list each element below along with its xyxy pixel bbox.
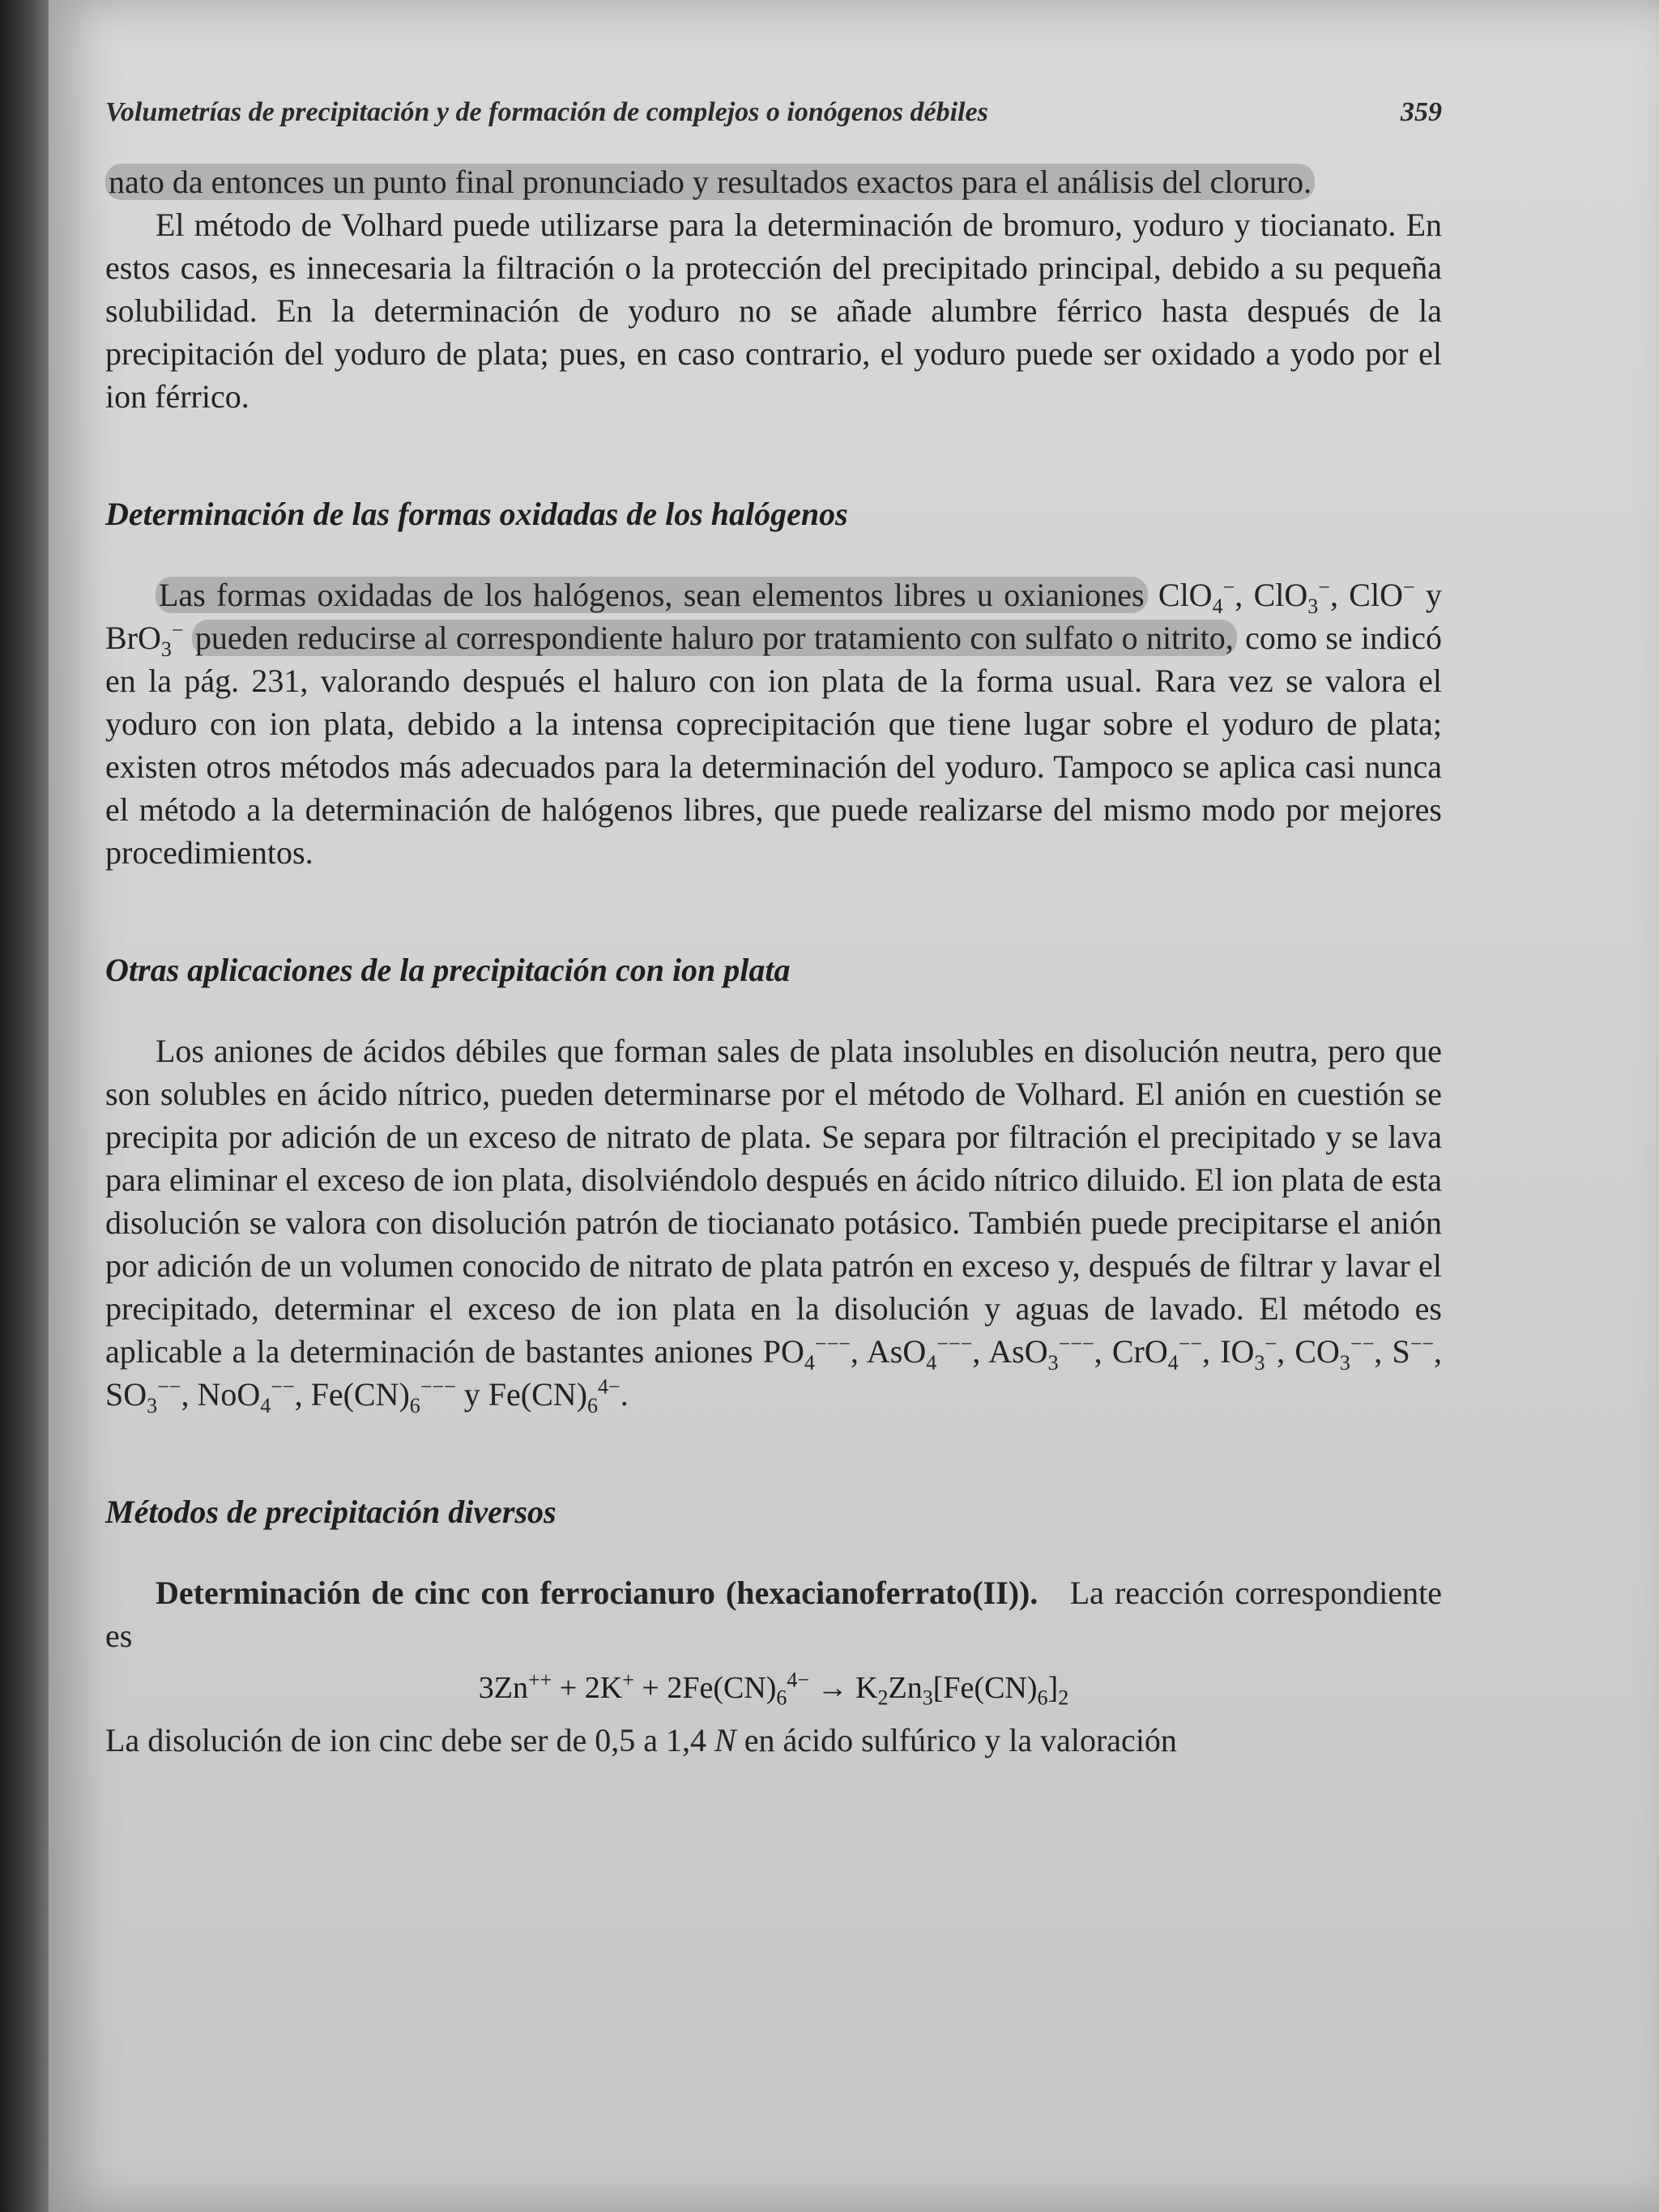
paragraph-volhard-bromide: El método de Volhard puede utilizarse para la determinación de bromuro, yoduro y tiocianato. En estos casos, es innecesaria la filtración o la protección del precipitado principal, debido a su pequeña solubilidad. En la determinación de yoduro no se añade alumbre férrico hasta después de la precipitación del yoduro de plata; pues, en caso contrario, el yoduro puede ser oxidado a yodo por el ion férrico. <box>105 207 1442 415</box>
page-number: 359 <box>1401 97 1442 127</box>
section-heading-misc-methods: Métodos de precipitación diversos <box>105 1494 557 1530</box>
paragraph-zinc-solution: La disolución de ion cinc debe ser de 0,5 a 1,4 N en ácido sulfúrico y la valoración <box>105 1722 1177 1758</box>
paragraph-chloride-end <box>105 160 1442 203</box>
formula-oxyanions: ClO$_4$−, ClO$_3$−, ClO− y BrO$_3$− <box>105 575 1443 661</box>
subheading-zinc: Determinación de cinc con ferrocianuro (hexacianoferrato(II)). <box>156 1575 1038 1611</box>
formula-anion-list: $PO_4^{---}$, AsO$_4$−−−, AsO$_3$−−−, CrO$_4$−−, $IO_3^-$, $CO_3^{--}$, S−−, $SO_3^{--}$, NoO$_4$−−, $Fe(CN)_6^{---}$ y $Fe(CN)_6^{4-}$. <box>105 1332 1443 1417</box>
paragraph-oxidized-halogens: Las formas oxidadas de los halógenos, sean elementos libres u oxianiones ClO$_4$−, ClO$_3$−, ClO− y BrO$_3$− pueden reducirse al correspondiente haluro por tratamiento con sulfato o nitrito, como se indicó en la pág. 231, valorando después el haluro con ion plata de la forma usual. Rara vez se valora el yoduro con ion plata, debido a la intensa coprecipitación que tiene lugar sobre el yoduro de plata; existen otros métodos más adecuados para la determinación del yoduro. Tampoco se aplica casi nunca el método a la determinación de halógenos libres, que puede realizarse del mismo modo por mejores procedimientos. <box>105 575 1443 871</box>
highlighted-text: pueden reducirse al correspondiente haluro por tratamiento con sulfato o nitrito, <box>192 620 1237 656</box>
running-header <box>105 97 1442 128</box>
running-title: Volumetrías de precipitación y de formación de complejos o ionógenos débiles <box>105 97 988 127</box>
page-content <box>105 97 1442 1762</box>
section-heading-oxidized-halogens: Determinación de las formas oxidadas de los halógenos <box>105 496 848 532</box>
highlighted-text: nato da entonces un punto final pronunciado y resultados exactos para el análisis del cloruro. <box>105 164 1315 200</box>
book-page <box>49 0 1659 2212</box>
paragraph-zinc-ferrocyanide: Determinación de cinc con ferrocianuro (hexacianoferrato(II)). La reacción correspondiente es <box>105 1575 1442 1654</box>
equation-zinc-ferrocyanide: $3Zn^{++} + 2K^+ + 2Fe(CN)_6^{4-} \to K_2Zn_3[Fe(CN)_6]_2$ <box>478 1668 1069 1710</box>
highlighted-text: Las formas oxidadas de los halógenos, sean elementos libres u oxianiones <box>156 577 1148 613</box>
paragraph-weak-acid-anions: Los aniones de ácidos débiles que forman sales de plata insolubles en disolución neutra, pero que son solubles en ácido nítrico, pueden determinarse por el método de Volhard. El anión en cuestión se precipita por adición de un exceso de nitrato de plata. Se separa por filtración el precipitado y se lava para eliminar el exceso de ion plata, disolviéndolo después en ácido nítrico diluido. El ion plata de esta disolución se valora con disolución patrón de tiocianato potásico. También puede precipitarse el anión por adición de un volumen conocido de nitrato de plata patrón en exceso y, después de filtrar y lavar el precipitado, determinar el exceso de ion plata en la disolución y aguas de lavado. El método es aplicable a la determinación de bastantes aniones $PO_4^{---}$, AsO$_4$−−−, AsO$_3$−−−, CrO$_4$−−, $IO_3^-$, $CO_3^{--}$, S−−, $SO_3^{--}$, NoO$_4$−−, $Fe(CN)_6^{---}$ y $Fe(CN)_6^{4-}$. <box>105 1033 1443 1417</box>
section-heading-other-applications: Otras aplicaciones de la precipitación con ion plata <box>105 952 791 988</box>
